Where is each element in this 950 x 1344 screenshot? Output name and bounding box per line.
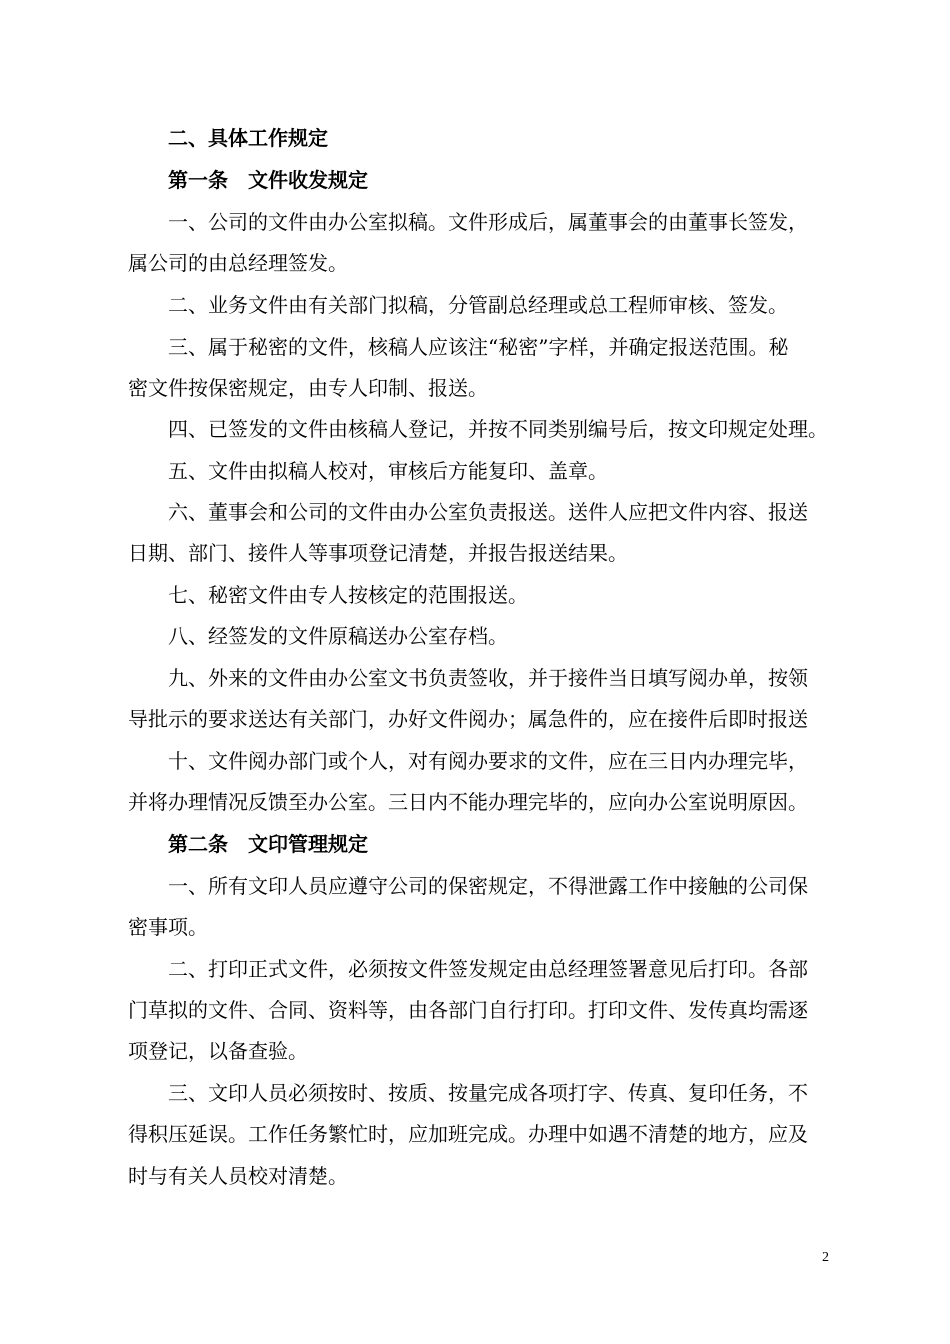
article-2-item-3-line-2: 得积压延误。工作任务繁忙时，应加班完成。办理中如遇不清楚的地方，应及 <box>128 1122 808 1146</box>
article-1-item-10-line-1: 十、文件阅办部门或个人，对有阅办要求的文件，应在三日内办理完毕， <box>168 749 808 773</box>
article-2-item-2-line-1: 二、打印正式文件，必须按文件签发规定由总经理签署意见后打印。各部 <box>168 957 808 981</box>
page-number: 2 <box>822 1250 829 1265</box>
article-1-item-2: 二、业务文件由有关部门拟稿，分管副总经理或总工程师审核、签发。 <box>168 293 788 317</box>
article-1-item-8: 八、经签发的文件原稿送办公室存档。 <box>168 624 508 648</box>
article-1-item-10-line-2: 并将办理情况反馈至办公室。三日内不能办理完毕的，应向办公室说明原因。 <box>128 790 808 814</box>
section-heading: 二、具体工作规定 <box>168 126 328 150</box>
article-1-item-1-line-1: 一、公司的文件由办公室拟稿。文件形成后，属董事会的由董事长签发， <box>168 210 808 234</box>
article-1-item-3-line-2: 密文件按保密规定，由专人印制、报送。 <box>128 376 488 400</box>
article-1-item-9-line-1: 九、外来的文件由办公室文书负责签收，并于接件当日填写阅办单，按领 <box>168 666 808 690</box>
article-2-item-2-line-2: 门草拟的文件、合同、资料等，由各部门自行打印。打印文件、发传真均需逐 <box>128 998 808 1022</box>
article-2-item-1-line-2: 密事项。 <box>128 915 208 939</box>
article-1-item-3-line-1: 三、属于秘密的文件，核稿人应该注“秘密”字样，并确定报送范围。秘 <box>168 335 789 359</box>
article-2-item-3-line-1: 三、文印人员必须按时、按质、按量完成各项打字、传真、复印任务，不 <box>168 1081 808 1105</box>
article-1-item-6-line-1: 六、董事会和公司的文件由办公室负责报送。送件人应把文件内容、报送 <box>168 500 808 524</box>
article-1-item-9-line-2: 导批示的要求送达有关部门，办好文件阅办；属急件的，应在接件后即时报送 <box>128 707 808 731</box>
article-1-item-6-line-2: 日期、部门、接件人等事项登记清楚，并报告报送结果。 <box>128 541 628 565</box>
article-1-item-7: 七、秘密文件由专人按核定的范围报送。 <box>168 583 528 607</box>
article-2-title: 第二条 文印管理规定 <box>168 832 368 856</box>
article-1-item-5: 五、文件由拟稿人校对，审核后方能复印、盖章。 <box>168 459 608 483</box>
article-2-item-3-line-3: 时与有关人员校对清楚。 <box>128 1164 348 1188</box>
article-2-item-1-line-1: 一、所有文印人员应遵守公司的保密规定，不得泄露工作中接触的公司保 <box>168 874 808 898</box>
article-1-title: 第一条 文件收发规定 <box>168 168 368 192</box>
article-1-item-4: 四、已签发的文件由核稿人登记，并按不同类别编号后，按文印规定处理。 <box>168 417 828 441</box>
article-1-item-1-line-2: 属公司的由总经理签发。 <box>128 251 348 275</box>
article-2-item-2-line-3: 项登记，以备查验。 <box>128 1039 308 1063</box>
